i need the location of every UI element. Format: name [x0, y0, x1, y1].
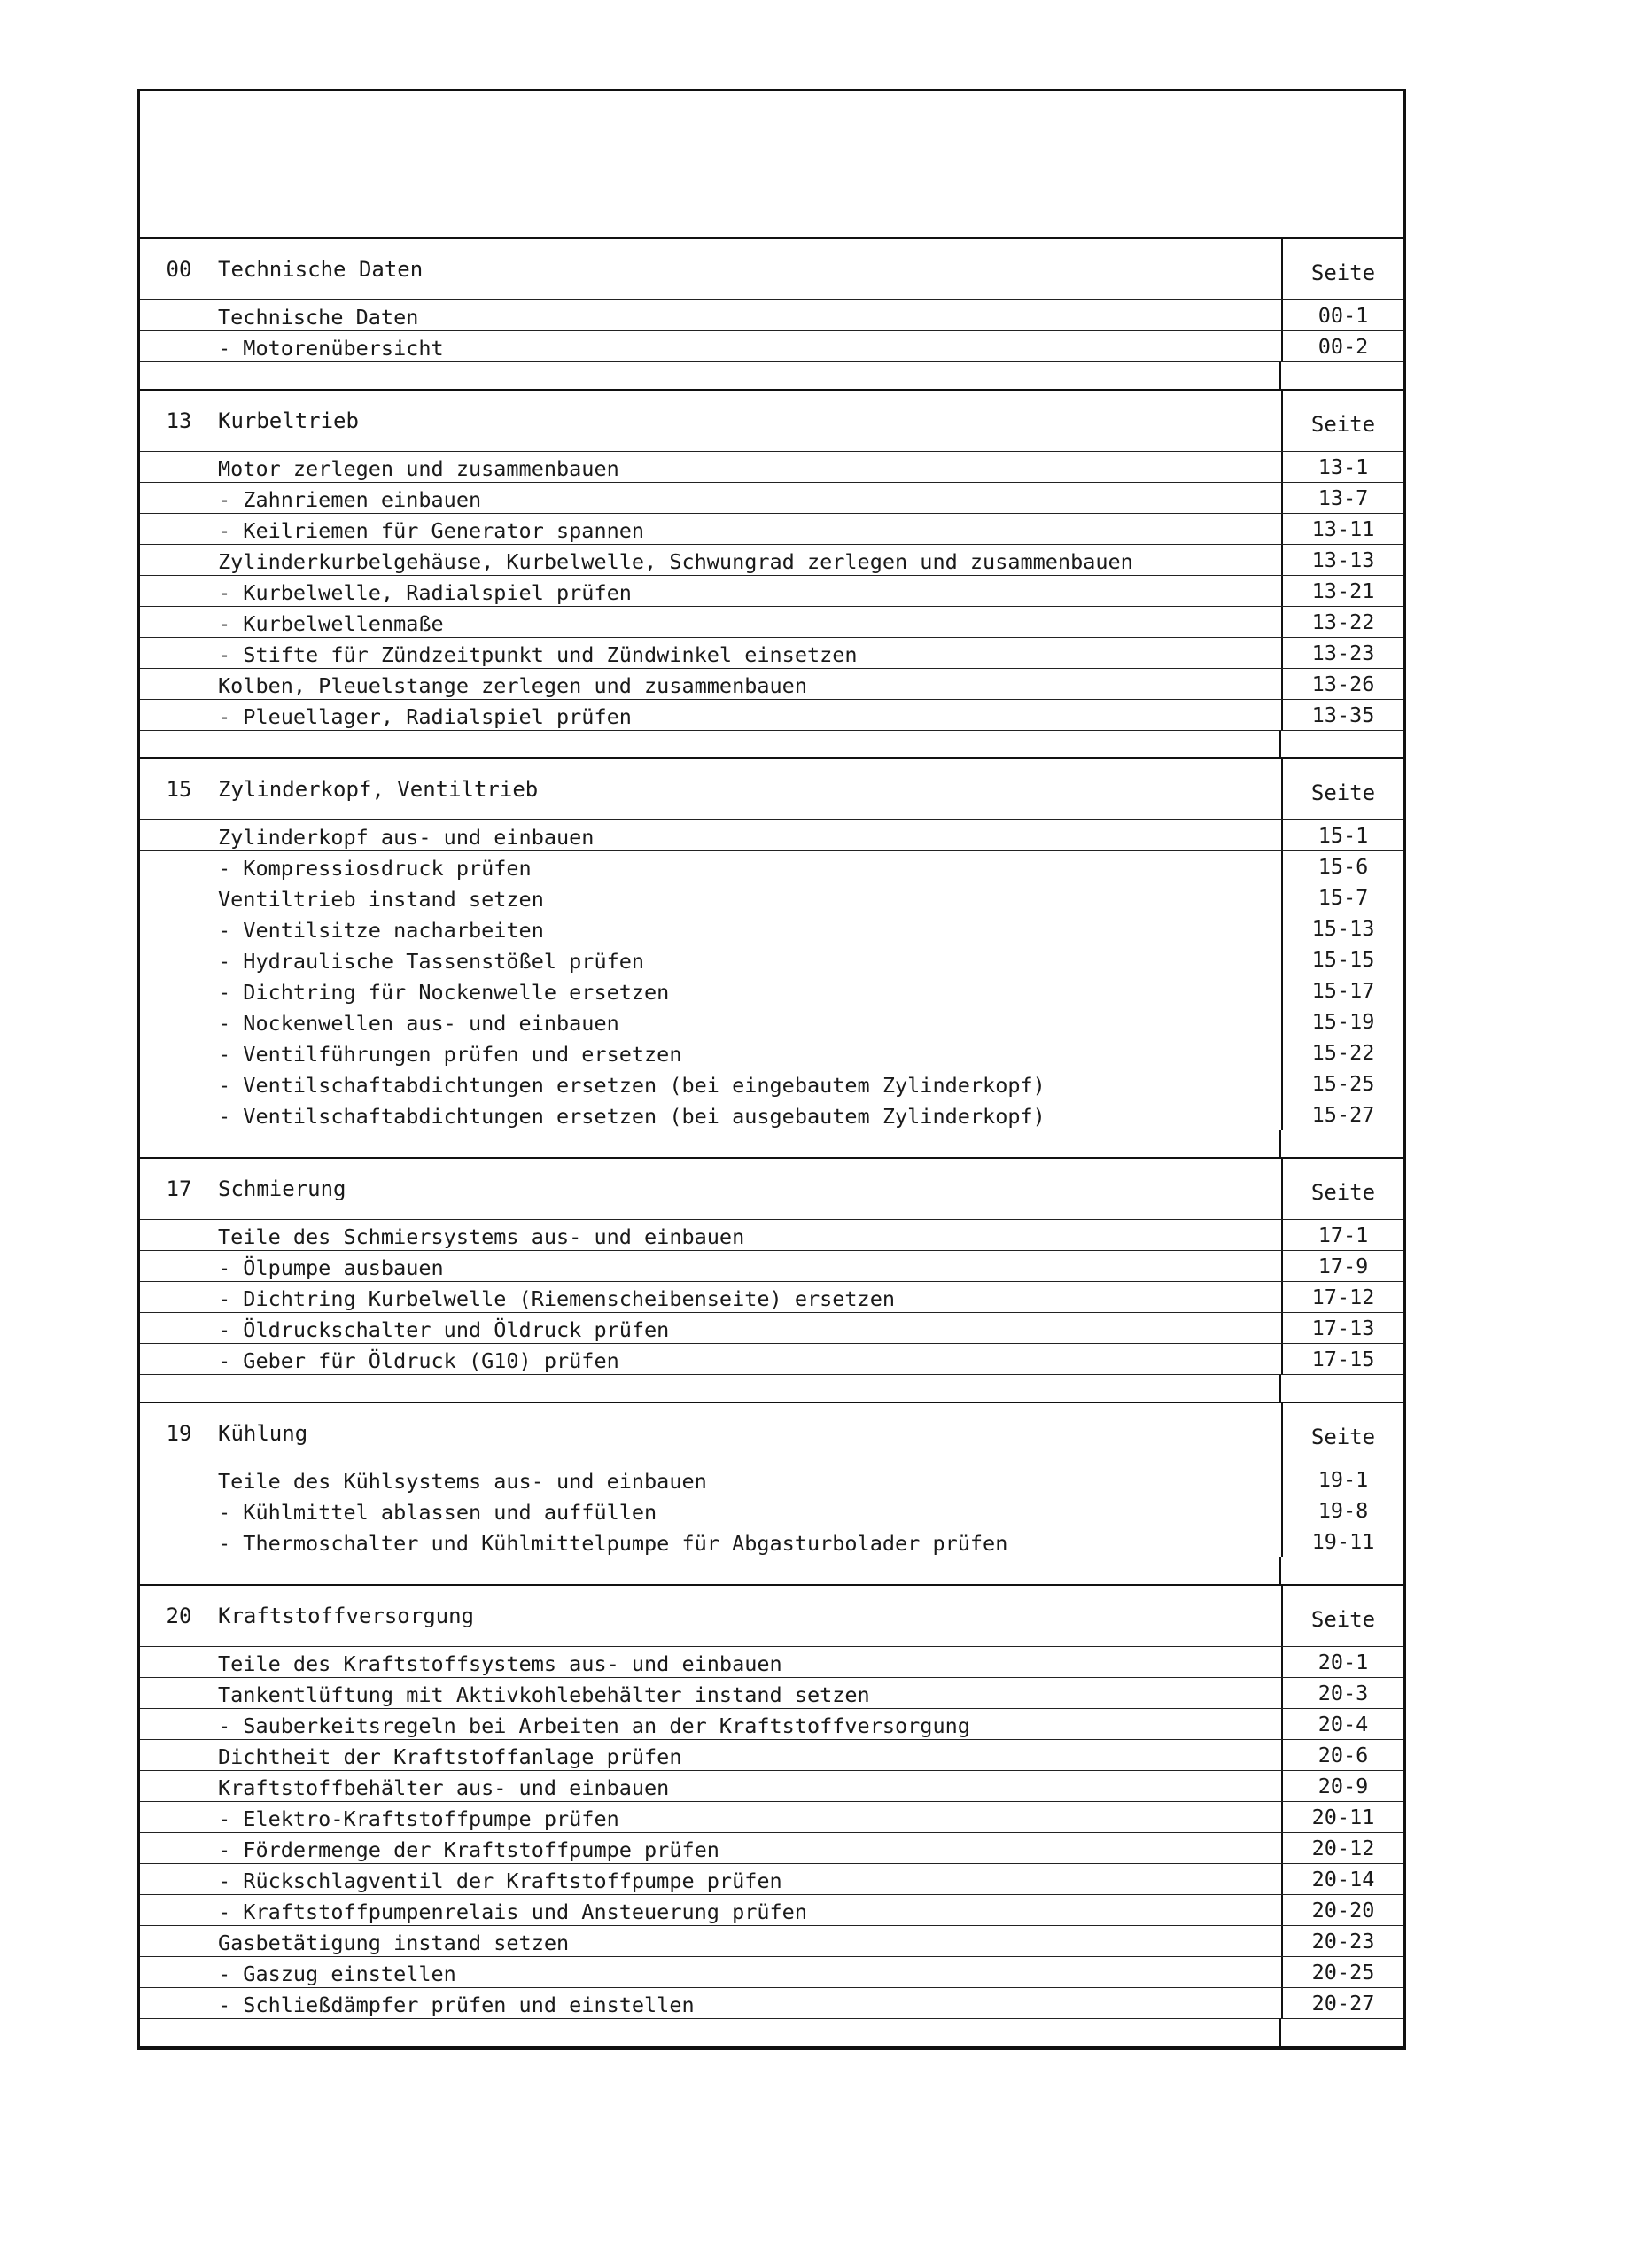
section-number: 19 [166, 1421, 192, 1446]
entry-page-number: 20-23 [1281, 1926, 1403, 1956]
entry-page-number: 15-6 [1281, 851, 1403, 882]
toc-entry[interactable] [140, 1526, 1403, 1557]
entry-page-number: 19-11 [1281, 1526, 1403, 1557]
page-column-header: Seite [1281, 759, 1403, 819]
entry-page-number: 19-1 [1281, 1464, 1403, 1495]
entry-title: - Zahnriemen einbauen [218, 487, 482, 512]
entry-page-number: 00-1 [1281, 300, 1403, 330]
toc-entry[interactable] [140, 1957, 1403, 1988]
entry-page-number: 15-17 [1281, 975, 1403, 1006]
entry-page-number: 15-19 [1281, 1006, 1403, 1037]
toc-entry[interactable] [140, 1282, 1403, 1313]
entry-page-number: 20-20 [1281, 1895, 1403, 1925]
page-column-header: Seite [1281, 1159, 1403, 1219]
entry-title: - Ventilschaftabdichtungen ersetzen (bei eingebautem Zylinderkopf) [218, 1073, 1046, 1098]
toc-section [140, 1159, 1403, 1403]
page-column-header: Seite [1281, 1403, 1403, 1464]
entry-title: - Kraftstoffpumpenrelais und Ansteuerung prüfen [218, 1899, 807, 1924]
entry-title: - Kompressiosdruck prüfen [218, 856, 532, 881]
toc-section [140, 239, 1403, 391]
entry-title: Kraftstoffbehälter aus- und einbauen [218, 1775, 670, 1800]
toc-entry[interactable] [140, 1988, 1403, 2019]
entry-page-number: 17-1 [1281, 1220, 1403, 1250]
entry-title: - Ölpumpe ausbauen [218, 1255, 444, 1280]
toc-entry[interactable] [140, 300, 1403, 331]
entry-page-number: 15-22 [1281, 1037, 1403, 1068]
entry-title: Technische Daten [218, 305, 419, 330]
toc-entry[interactable] [140, 1099, 1403, 1130]
toc-entry[interactable] [140, 1833, 1403, 1864]
toc-entry[interactable] [140, 820, 1403, 851]
entry-page-number: 17-12 [1281, 1282, 1403, 1312]
sections-container [140, 239, 1403, 2047]
section-title: Kurbeltrieb [218, 408, 359, 433]
toc-entry[interactable] [140, 851, 1403, 882]
toc-entry[interactable] [140, 1647, 1403, 1678]
toc-section [140, 1586, 1403, 2047]
entry-page-number: 13-22 [1281, 607, 1403, 637]
entry-title: - Motorenübersicht [218, 336, 444, 361]
toc-entry[interactable] [140, 882, 1403, 913]
toc-entry[interactable] [140, 1709, 1403, 1740]
section-header-row [140, 239, 1403, 300]
section-title: Schmierung [218, 1177, 346, 1201]
toc-entry[interactable] [140, 607, 1403, 638]
entry-page-number: 17-9 [1281, 1251, 1403, 1281]
entry-title: - Kurbelwelle, Radialspiel prüfen [218, 580, 632, 605]
entry-title: Kolben, Pleuelstange zerlegen und zusammenbauen [218, 673, 807, 698]
entry-title: - Keilriemen für Generator spannen [218, 518, 645, 543]
entry-title: - Ventilsitze nacharbeiten [218, 918, 544, 943]
toc-section [140, 391, 1403, 759]
entry-page-number: 15-13 [1281, 913, 1403, 944]
section-spacer [140, 362, 1403, 389]
entry-page-number: 13-1 [1281, 452, 1403, 482]
spacer-fill [140, 362, 1279, 389]
toc-entry[interactable] [140, 1864, 1403, 1895]
section-spacer [140, 1375, 1403, 1402]
entry-title: - Gaszug einstellen [218, 1961, 456, 1986]
entry-page-number: 20-27 [1281, 1988, 1403, 2018]
toc-section [140, 759, 1403, 1159]
entry-title: - Thermoschalter und Kühlmittelpumpe für Abgasturbolader prüfen [218, 1531, 1008, 1556]
entry-page-number: 13-7 [1281, 483, 1403, 513]
page-column-header: Seite [1281, 391, 1403, 451]
toc-entry[interactable] [140, 1006, 1403, 1037]
entry-title: - Dichtring Kurbelwelle (Riemenscheibenseite) ersetzen [218, 1286, 896, 1311]
toc-entry[interactable] [140, 1464, 1403, 1495]
entry-page-number: 20-11 [1281, 1802, 1403, 1832]
entry-page-number: 20-6 [1281, 1740, 1403, 1770]
entry-page-number: 20-12 [1281, 1833, 1403, 1863]
toc-entry[interactable] [140, 700, 1403, 731]
toc-entry[interactable] [140, 576, 1403, 607]
spacer-page-column [1279, 1130, 1403, 1157]
section-header-row [140, 1586, 1403, 1647]
spacer-fill [140, 1557, 1279, 1584]
entry-page-number: 15-25 [1281, 1068, 1403, 1099]
section-title: Kühlung [218, 1421, 308, 1446]
entry-page-number: 19-8 [1281, 1495, 1403, 1526]
toc-entry[interactable] [140, 638, 1403, 669]
page-column-header: Seite [1281, 239, 1403, 299]
toc-entry[interactable] [140, 1344, 1403, 1375]
entry-page-number: 15-27 [1281, 1099, 1403, 1130]
entry-title: - Geber für Öldruck (G10) prüfen [218, 1348, 619, 1373]
section-header-row [140, 759, 1403, 820]
toc-entry[interactable] [140, 944, 1403, 975]
section-spacer [140, 731, 1403, 757]
entry-title: - Kurbelwellenmaße [218, 611, 444, 636]
toc-entry[interactable] [140, 1678, 1403, 1709]
toc-section [140, 1403, 1403, 1586]
toc-entry[interactable] [140, 514, 1403, 545]
spacer-page-column [1279, 362, 1403, 389]
entry-title: - Ventilschaftabdichtungen ersetzen (bei ausgebautem Zylinderkopf) [218, 1104, 1046, 1129]
entry-page-number: 15-15 [1281, 944, 1403, 975]
section-number: 13 [166, 408, 192, 433]
entry-title: Ventiltrieb instand setzen [218, 887, 544, 912]
toc-entry[interactable] [140, 1037, 1403, 1068]
toc-entry[interactable] [140, 1220, 1403, 1251]
section-spacer [140, 2019, 1403, 2046]
blank-header-box [140, 91, 1403, 239]
entry-page-number: 13-23 [1281, 638, 1403, 668]
toc-entry[interactable] [140, 1926, 1403, 1957]
table-of-contents [137, 89, 1406, 2050]
entry-page-number: 20-14 [1281, 1864, 1403, 1894]
entry-page-number: 00-2 [1281, 331, 1403, 361]
toc-entry[interactable] [140, 331, 1403, 362]
spacer-page-column [1279, 2019, 1403, 2046]
entry-page-number: 13-11 [1281, 514, 1403, 544]
toc-entry[interactable] [140, 1495, 1403, 1526]
spacer-fill [140, 731, 1279, 757]
entry-page-number: 13-21 [1281, 576, 1403, 606]
section-number: 20 [166, 1604, 192, 1628]
spacer-fill [140, 1130, 1279, 1157]
entry-title: Motor zerlegen und zusammenbauen [218, 456, 619, 481]
entry-title: Gasbetätigung instand setzen [218, 1930, 570, 1955]
entry-title: - Öldruckschalter und Öldruck prüfen [218, 1317, 670, 1342]
entry-title: Zylinderkopf aus- und einbauen [218, 825, 595, 850]
entry-page-number: 13-26 [1281, 669, 1403, 699]
entry-title: - Nockenwellen aus- und einbauen [218, 1011, 619, 1036]
toc-entry[interactable] [140, 1771, 1403, 1802]
toc-entry[interactable] [140, 545, 1403, 576]
entry-title: - Ventilführungen prüfen und ersetzen [218, 1042, 682, 1067]
entry-page-number: 20-3 [1281, 1678, 1403, 1708]
section-spacer [140, 1130, 1403, 1157]
toc-entry[interactable] [140, 1313, 1403, 1344]
entry-title: - Hydraulische Tassenstößel prüfen [218, 949, 645, 974]
entry-title: Zylinderkurbelgehäuse, Kurbelwelle, Schwungrad zerlegen und zusammenbauen [218, 549, 1133, 574]
entry-title: - Kühlmittel ablassen und auffüllen [218, 1500, 657, 1525]
spacer-page-column [1279, 731, 1403, 757]
entry-title: Tankentlüftung mit Aktivkohlebehälter instand setzen [218, 1682, 870, 1707]
toc-entry[interactable] [140, 1802, 1403, 1833]
entry-title: Teile des Kühlsystems aus- und einbauen [218, 1469, 707, 1494]
toc-entry[interactable] [140, 1068, 1403, 1099]
toc-entry[interactable] [140, 1740, 1403, 1771]
entry-page-number: 20-9 [1281, 1771, 1403, 1801]
section-number: 15 [166, 777, 192, 802]
section-number: 00 [166, 257, 192, 282]
spacer-page-column [1279, 1375, 1403, 1402]
entry-title: - Stifte für Zündzeitpunkt und Zündwinkel einsetzen [218, 642, 858, 667]
entry-title: - Pleuellager, Radialspiel prüfen [218, 704, 632, 729]
entry-title: - Schließdämpfer prüfen und einstellen [218, 1992, 695, 2017]
section-title: Kraftstoffversorgung [218, 1604, 474, 1628]
toc-entry[interactable] [140, 452, 1403, 483]
entry-page-number: 13-35 [1281, 700, 1403, 730]
entry-title: - Fördermenge der Kraftstoffpumpe prüfen [218, 1837, 719, 1862]
section-header-row [140, 391, 1403, 452]
entry-title: - Rückschlagventil der Kraftstoffpumpe prüfen [218, 1868, 782, 1893]
toc-entry[interactable] [140, 669, 1403, 700]
entry-page-number: 17-13 [1281, 1313, 1403, 1343]
section-title: Technische Daten [218, 257, 424, 282]
entry-title: Teile des Schmiersystems aus- und einbauen [218, 1224, 745, 1249]
entry-title: - Dichtring für Nockenwelle ersetzen [218, 980, 670, 1005]
entry-title: - Sauberkeitsregeln bei Arbeiten an der Kraftstoffversorgung [218, 1713, 970, 1738]
section-header-row [140, 1403, 1403, 1464]
entry-title: Teile des Kraftstoffsystems aus- und einbauen [218, 1651, 782, 1676]
section-number: 17 [166, 1177, 192, 1201]
spacer-fill [140, 2019, 1279, 2046]
entry-page-number: 15-1 [1281, 820, 1403, 850]
section-spacer [140, 1557, 1403, 1584]
entry-title: - Elektro-Kraftstoffpumpe prüfen [218, 1806, 619, 1831]
page-column-header: Seite [1281, 1586, 1403, 1646]
spacer-page-column [1279, 1557, 1403, 1584]
spacer-fill [140, 1375, 1279, 1402]
entry-page-number: 20-1 [1281, 1647, 1403, 1677]
entry-page-number: 20-25 [1281, 1957, 1403, 1987]
entry-page-number: 15-7 [1281, 882, 1403, 913]
toc-entry[interactable] [140, 1895, 1403, 1926]
section-header-row [140, 1159, 1403, 1220]
toc-entry[interactable] [140, 975, 1403, 1006]
toc-entry[interactable] [140, 913, 1403, 944]
entry-page-number: 13-13 [1281, 545, 1403, 575]
toc-entry[interactable] [140, 483, 1403, 514]
entry-title: Dichtheit der Kraftstoffanlage prüfen [218, 1744, 682, 1769]
entry-page-number: 17-15 [1281, 1344, 1403, 1374]
entry-page-number: 20-4 [1281, 1709, 1403, 1739]
section-title: Zylinderkopf, Ventiltrieb [218, 777, 539, 802]
toc-entry[interactable] [140, 1251, 1403, 1282]
